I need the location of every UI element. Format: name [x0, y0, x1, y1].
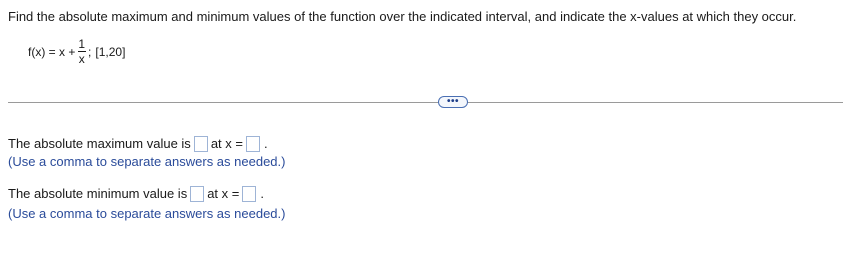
function-interval: [1,20]	[95, 44, 126, 59]
question-text: Find the absolute maximum and minimum values of the function over the indicated interval, and indicate the x-values at which they occur.	[8, 9, 797, 24]
fraction-numerator: 1	[78, 37, 86, 51]
min-at-label: at x =	[207, 186, 240, 201]
max-hint: (Use a comma to separate answers as needed.)	[8, 154, 286, 169]
max-value-prefix: The absolute maximum value is	[8, 136, 191, 151]
min-value-prefix: The absolute minimum value is	[8, 186, 188, 201]
max-value-input[interactable]	[194, 136, 208, 152]
more-options-button[interactable]	[438, 96, 468, 108]
fraction-denominator: x	[78, 52, 85, 66]
function-lhs: f(x) = x +	[28, 44, 76, 59]
function-separator: ;	[88, 44, 92, 59]
min-hint: (Use a comma to separate answers as needed.)	[8, 206, 286, 221]
min-value-input[interactable]	[190, 186, 204, 202]
max-at-label: at x =	[210, 136, 243, 151]
min-answer-line	[8, 185, 264, 203]
min-period: .	[260, 186, 264, 201]
section-divider	[8, 102, 843, 103]
min-x-input[interactable]	[242, 186, 256, 202]
max-x-input[interactable]	[246, 136, 260, 152]
ellipsis-icon: •••	[446, 96, 459, 107]
function-expression	[28, 38, 125, 65]
max-answer-line	[8, 135, 268, 153]
max-period: .	[263, 136, 268, 151]
function-fraction	[77, 38, 86, 65]
